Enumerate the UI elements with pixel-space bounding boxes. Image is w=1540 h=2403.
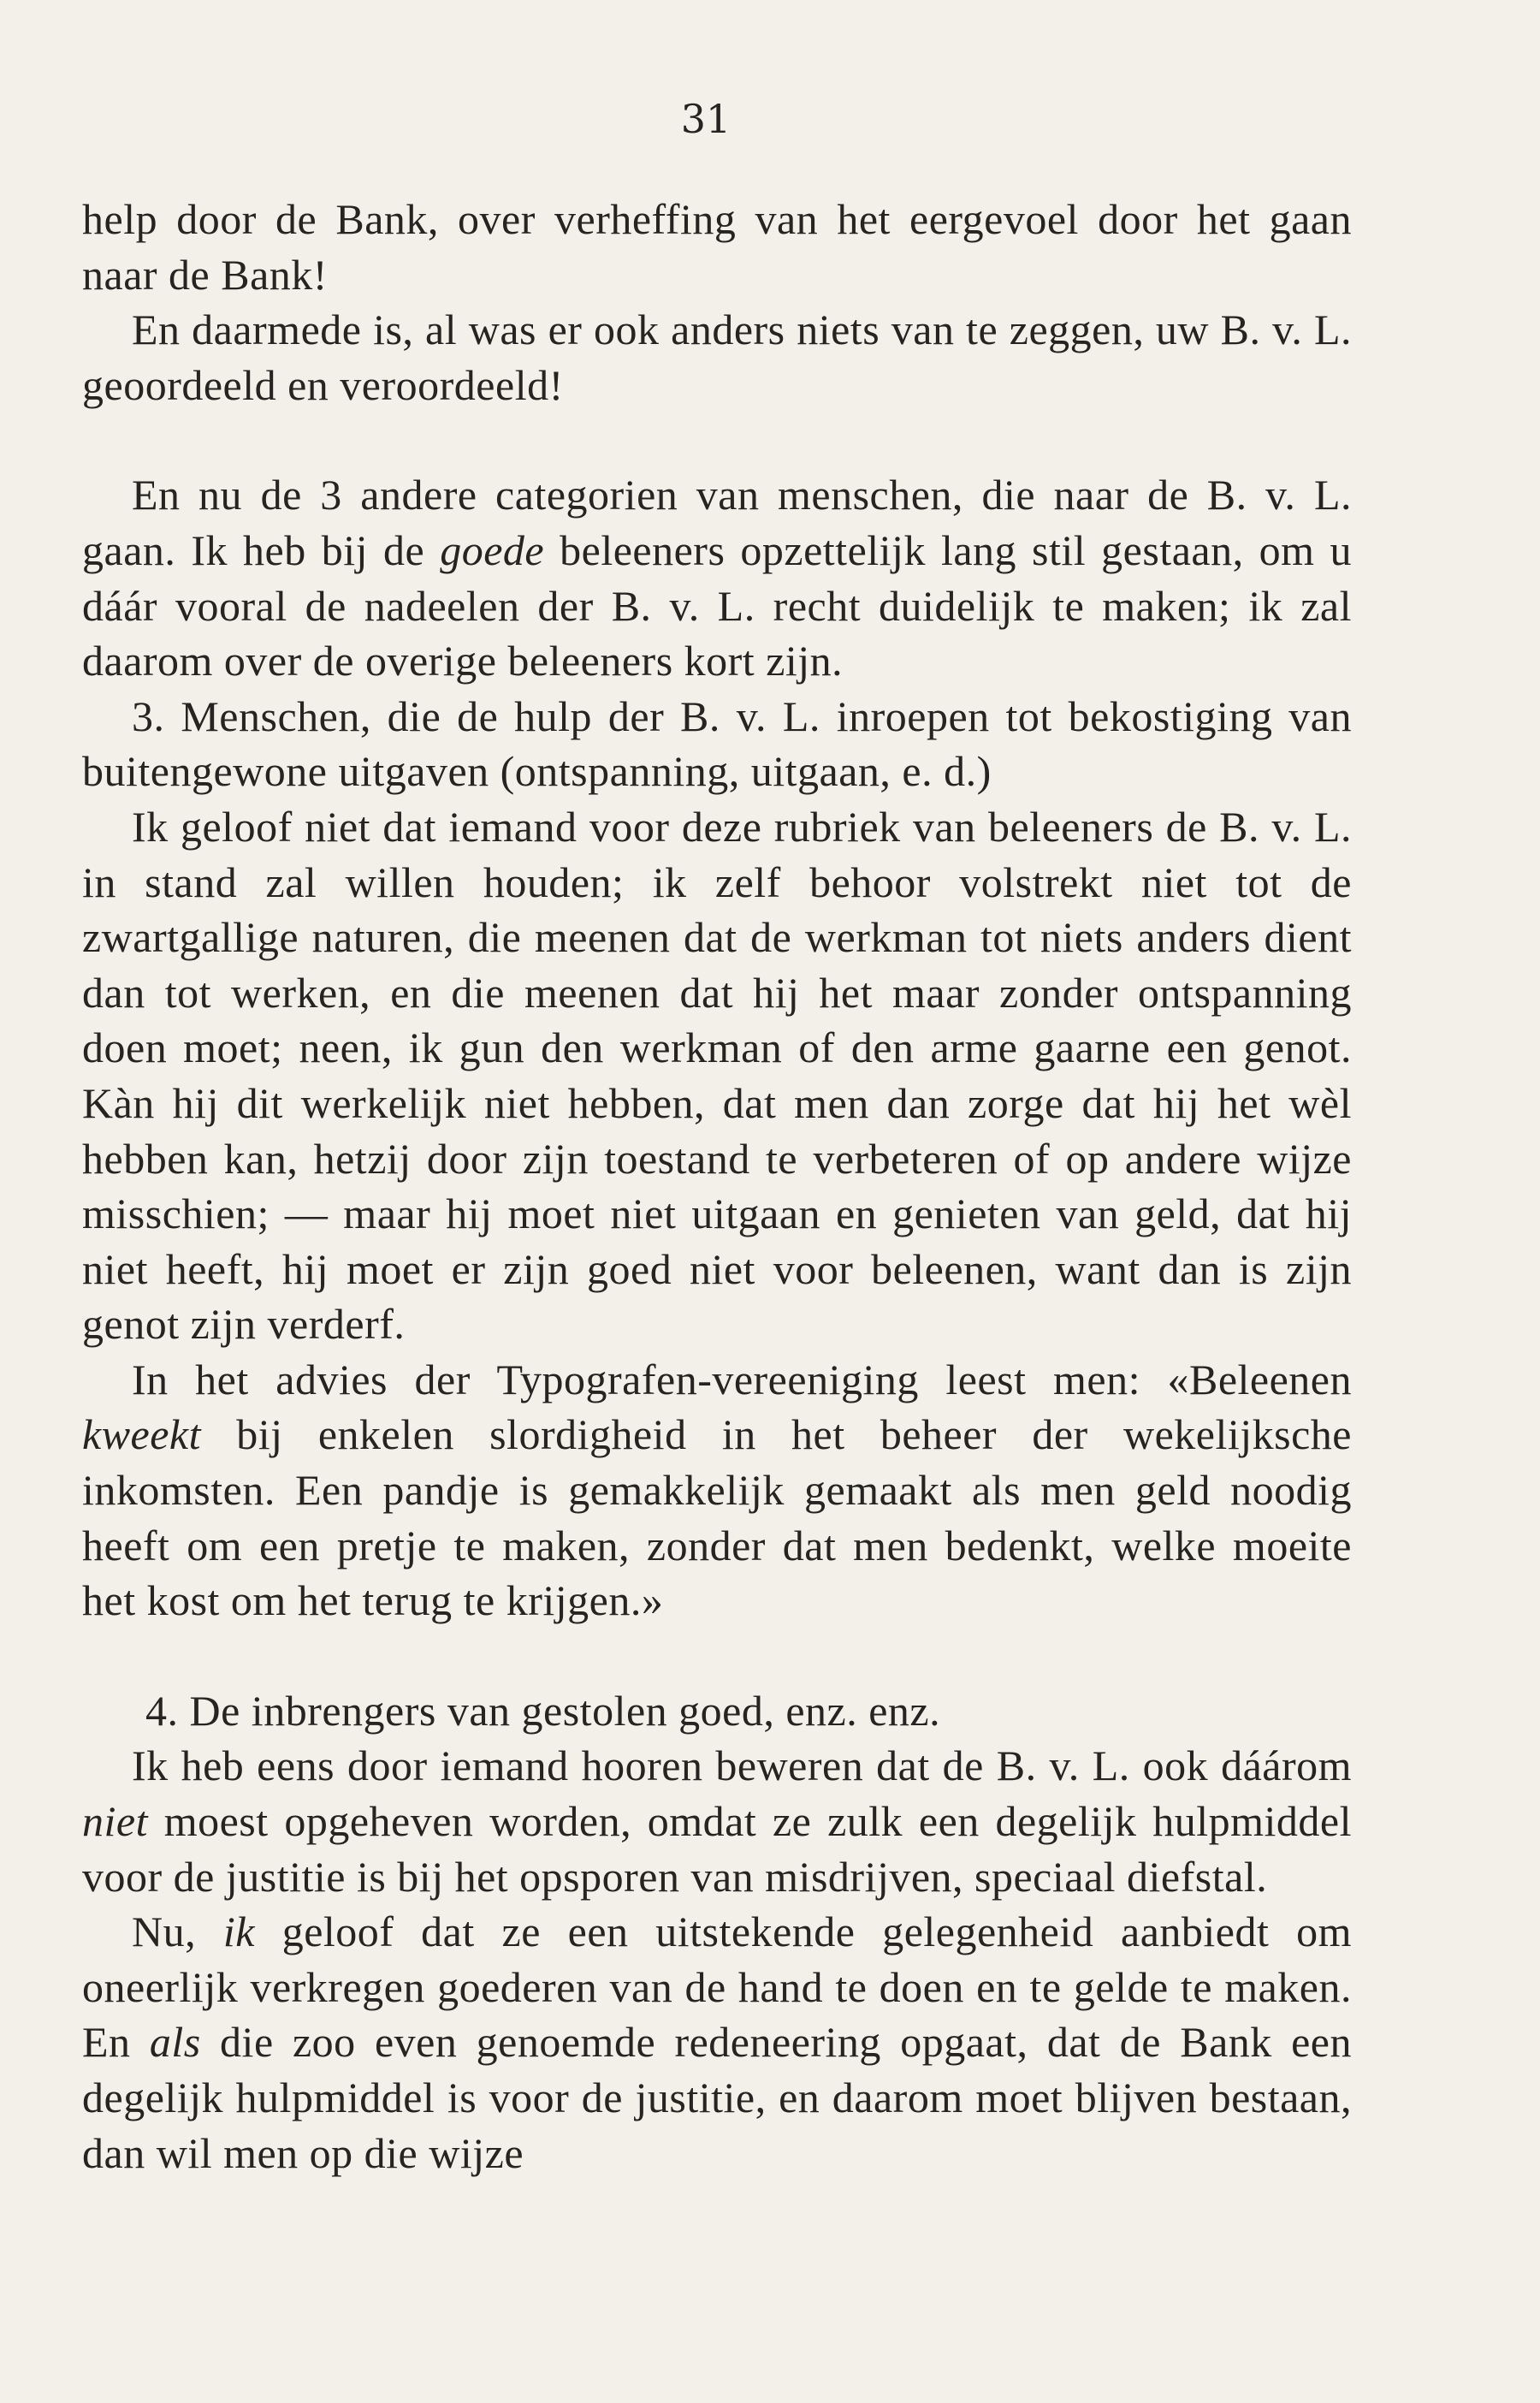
paragraph-1: help door de Bank, over verheffing van het eergevoel door het gaan naar de Bank! [82,195,1352,299]
body-text [82,192,1352,2180]
paragraph-9-text-a: Nu, [132,1908,223,1956]
paragraph-9-emphasis-1: ik [222,1908,255,1956]
paragraph-9 [82,1904,1352,2180]
paragraph-5: Ik geloof niet dat iemand voor deze rubriek van beleeners de B. v. L. in stand zal willen houden; ik zelf behoor volstrekt niet tot de zwartgallige naturen, die meenen dat de werkman tot niets anders dient dan tot werken, en die meenen dat hij het maar zonder ontspanning doen moet; neen, ik gun den werkman of den arme gaarne een genot. Kàn hij dit werkelijk niet hebben, dat men dan zorge dat hij het wèl hebben kan, hetzij door zijn toestand te verbeteren of op andere wijze misschien; — maar hij moet niet uitgaan en genieten van geld, dat hij niet heeft, hij moet er zijn goed niet voor beleenen, want dan is zijn genot zijn verderf. [82,802,1352,1349]
paragraph-9-text-c: die zoo even genoemde redeneering opgaat, dat de Bank een degelijk hulpmiddel is voor de justitie, en daarom moet blijven bestaan, dan wil men op die wijze [82,2018,1353,2177]
paragraph-3-text-b: beleeners opzettelijk lang stil gestaan, om u dáár vooral de nadeelen der B. v. L. recht duidelijk te maken; ik zal daarom over de overige beleeners kort zijn. [82,525,1353,685]
paragraph-3-text-a: En nu de 3 andere categorien van menschen, die naar de B. v. L. gaan. Ik heb bij de [82,471,1352,574]
paragraph-3-emphasis: goede [440,525,545,574]
paragraph-7: 4. De inbrengers van gestolen goed, enz. enz. [145,1686,941,1735]
paragraph-3 [82,467,1352,688]
paragraph-2: En daarmede is, al was er ook anders niets van te zeggen, uw B. v. L. geoordeeld en veroordeeld! [82,306,1352,409]
paragraph-6-text-b: bij enkelen slordigheid in het beheer der wekelijksche inkomsten. Een pandje is gemakkelijk gemaakt als men geld noodig heeft om een pretje te maken, zonder dat men bedenkt, welke moeite het kost om het terug te krijgen.» [82,1410,1352,1625]
paragraph-8-text-a: Ik heb eens door iemand hooren beweren dat de B. v. L. ook dáárom [132,1741,1352,1790]
paragraph-6-emphasis: kweekt [82,1410,202,1459]
paragraph-8-emphasis: niet [82,1797,148,1846]
paragraph-6-text-a: In het advies der Typografen-vereeniging leest men: «Beleenen [132,1355,1352,1403]
page-number: 31 [680,96,732,142]
paragraph-6 [82,1352,1352,1629]
paragraph-9-text-b: geloof dat ze een uitstekende gelegenheid aanbiedt om oneerlijk verkregen goederen van de hand te doen en te gelde te maken. En [82,1908,1353,2067]
paragraph-4: 3. Menschen, die de hulp der B. v. L. inroepen tot bekostiging van buitengewone uitgaven (ontspanning, uitgaan, e. d.) [82,691,1352,796]
paragraph-9-emphasis-2: als [149,2018,201,2067]
paragraph-8 [82,1738,1352,1904]
paragraph-8-text-b: moest opgeheven worden, omdat ze zulk een degelijk hulpmiddel voor de justitie is bij het opsporen van misdrijven, speciaal diefstal. [82,1797,1352,1901]
